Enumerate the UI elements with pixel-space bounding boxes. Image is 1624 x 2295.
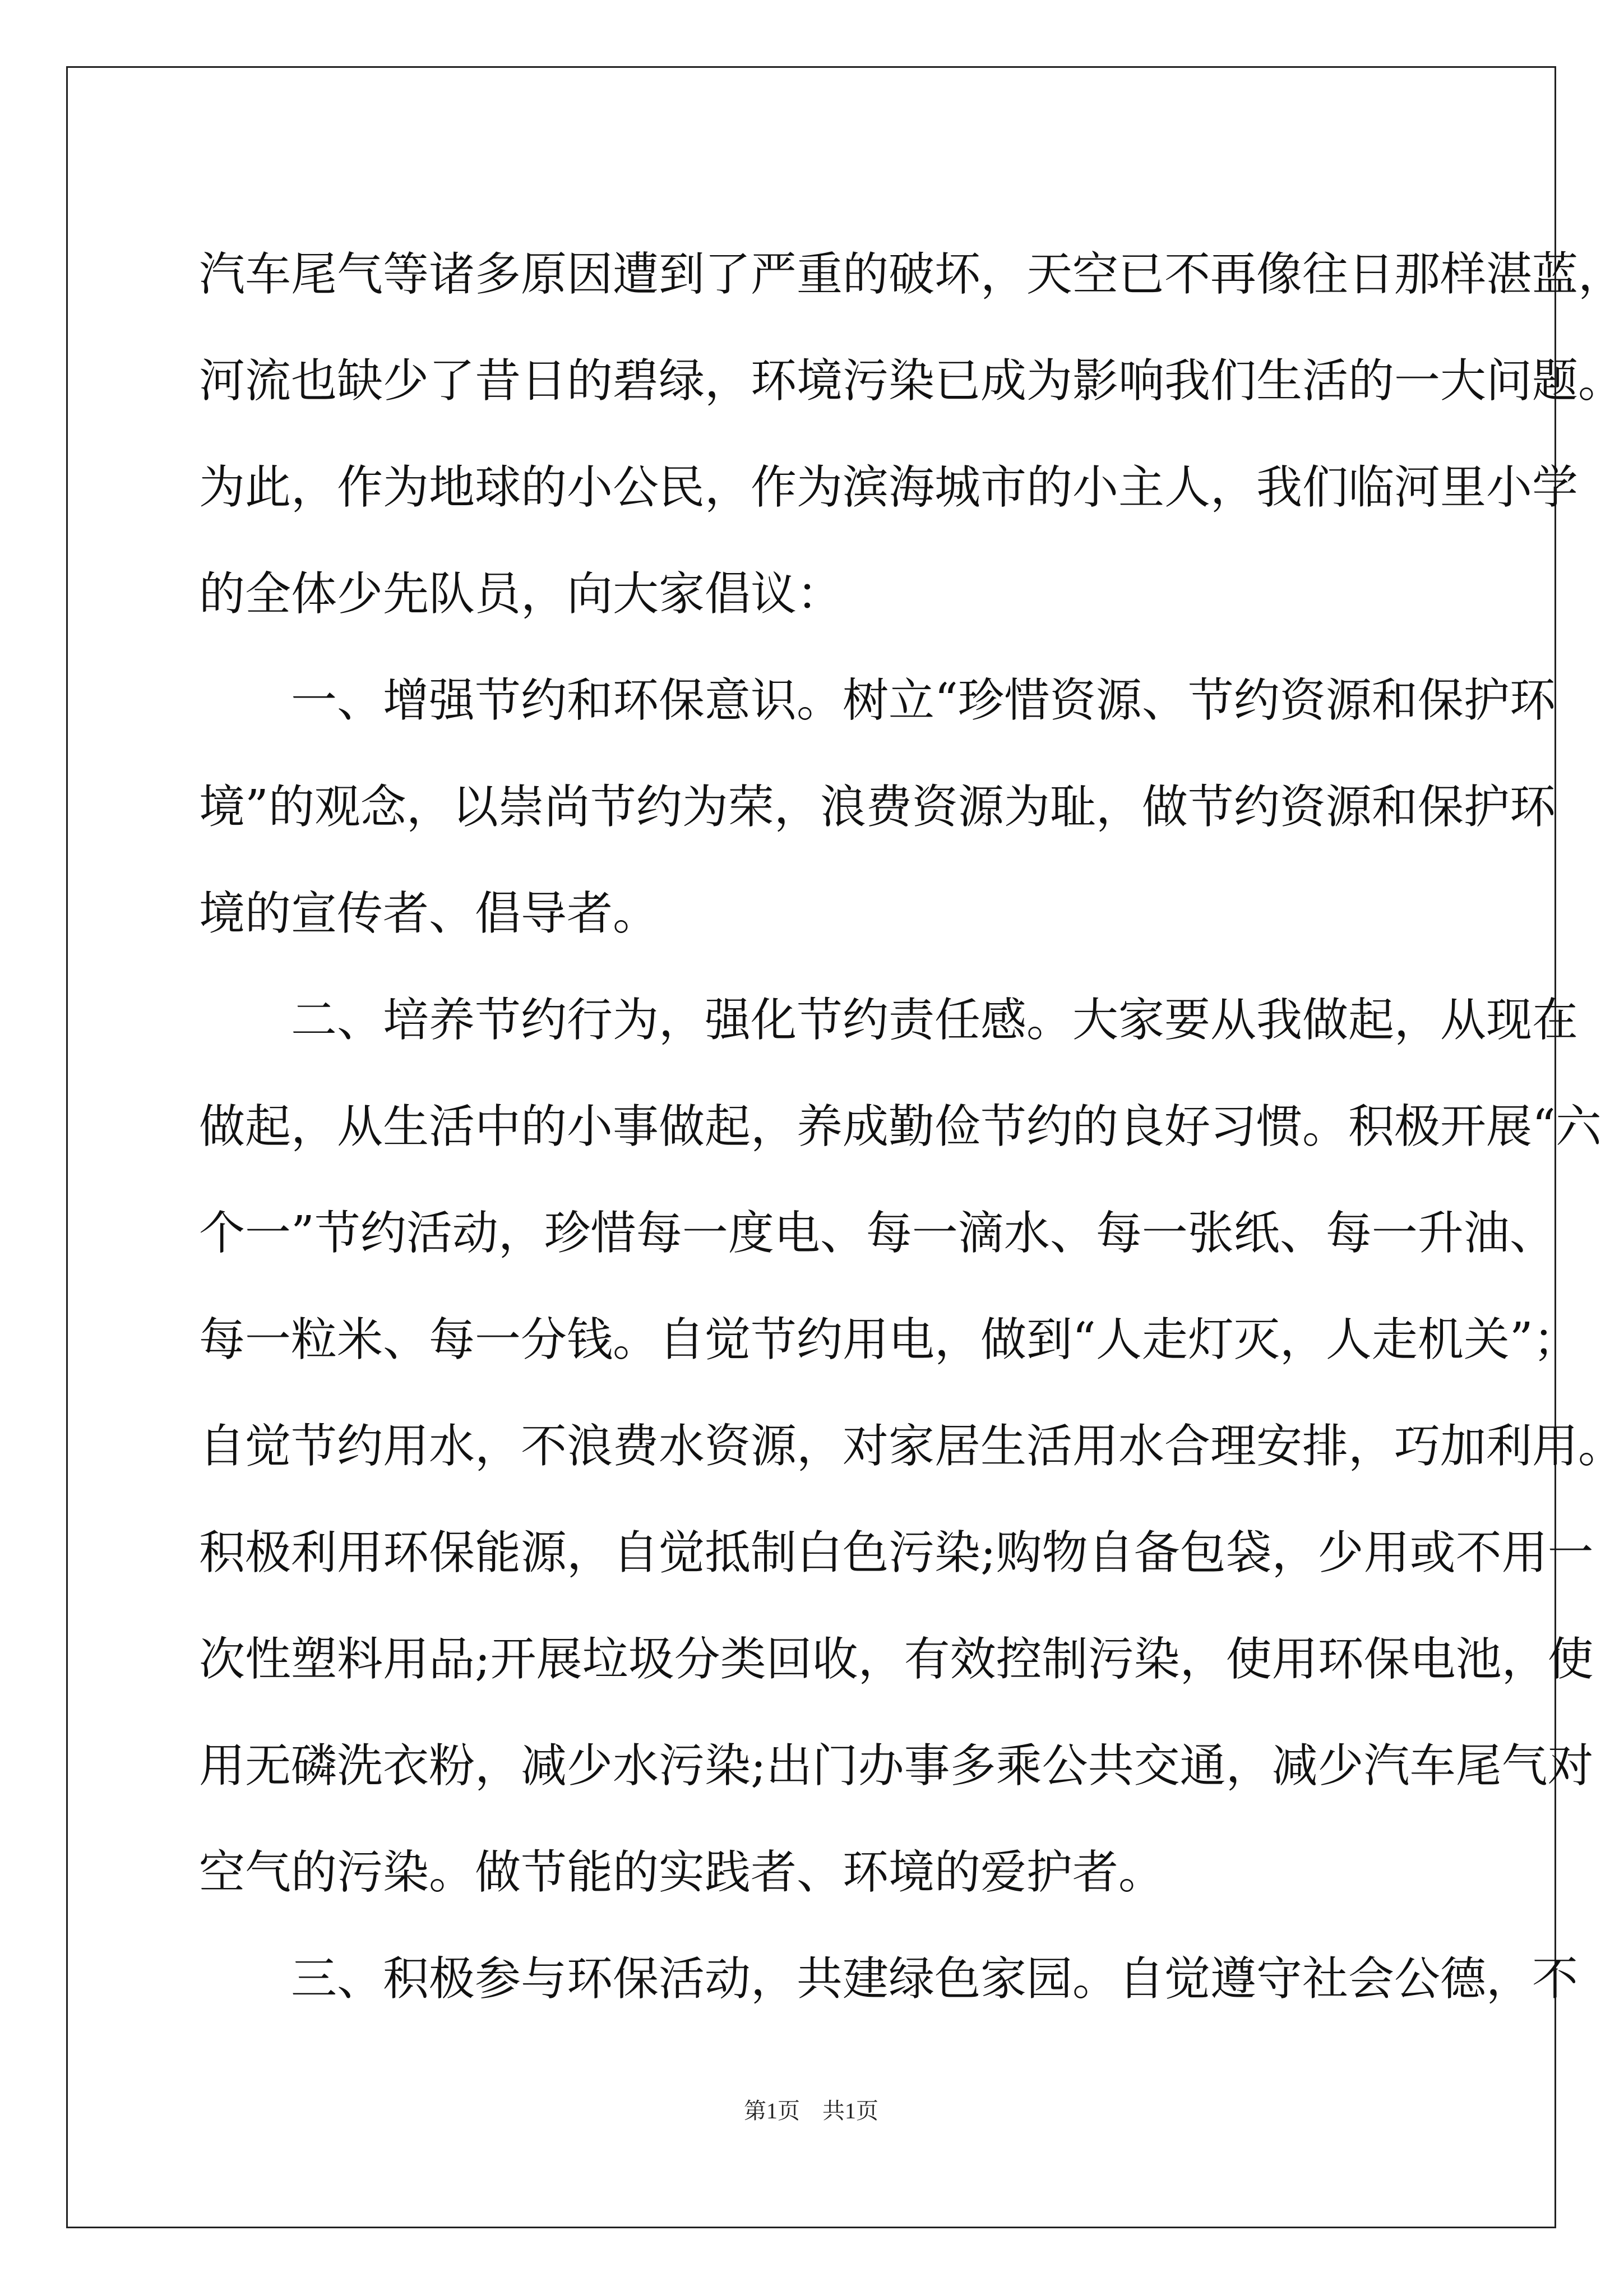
page-number-footer: 第1页 共1页 [744,2098,878,2123]
text-line: 每一粒米、每一分钱。自觉节约用电，做到“人走灯灭，人走机关”； [199,1313,1579,1366]
text-line: 河流也缺少了昔日的碧绿，环境污染已成为影响我们生活的一大问题。 [199,354,1624,408]
text-line: 二、培养节约行为，强化节约责任感。大家要从我做起，从现在 [199,994,1579,1047]
text-line: 积极利用环保能源，自觉抵制白色污染;购物自备包袋，少用或不用一 [199,1526,1594,1580]
text-line: 做起，从生活中的小事做起，养成勤俭节约的良好习惯。积极开展“六 [199,1100,1602,1153]
text-line: 三、积极参与环保活动，共建绿色家园。自觉遵守社会公德，不 [199,1952,1579,2006]
text-line: 汽车尾气等诸多原因遭到了严重的破坏，天空已不再像往日那样湛蓝， [199,248,1624,301]
text-line: 的全体少先队员，向大家倡议： [199,567,843,621]
text-line: 自觉节约用水，不浪费水资源，对家居生活用水合理安排，巧加利用。 [199,1420,1624,1473]
document-body [199,221,1624,2033]
text-line: 境”的观念，以崇尚节约为荣，浪费资源为耻，做节约资源和保护环 [199,781,1556,834]
text-line: 境的宣传者、倡导者。 [199,887,659,940]
text-line: 次性塑料用品;开展垃圾分类回收，有效控制污染，使用环保电池，使 [199,1633,1594,1686]
text-line: 空气的污染。做节能的实践者、环境的爱护者。 [199,1846,1165,1899]
text-line: 为此，作为地球的小公民，作为滨海城市的小主人，我们临河里小学 [199,461,1579,514]
text-line: 用无磷洗衣粉，减少水污染;出门办事多乘公共交通，减少汽车尾气对 [199,1739,1594,1793]
text-line: 一、增强节约和环保意识。树立“珍惜资源、节约资源和保护环 [199,674,1556,727]
text-line: 个一”节约活动，珍惜每一度电、每一滴水、每一张纸、每一升油、 [199,1207,1556,1260]
